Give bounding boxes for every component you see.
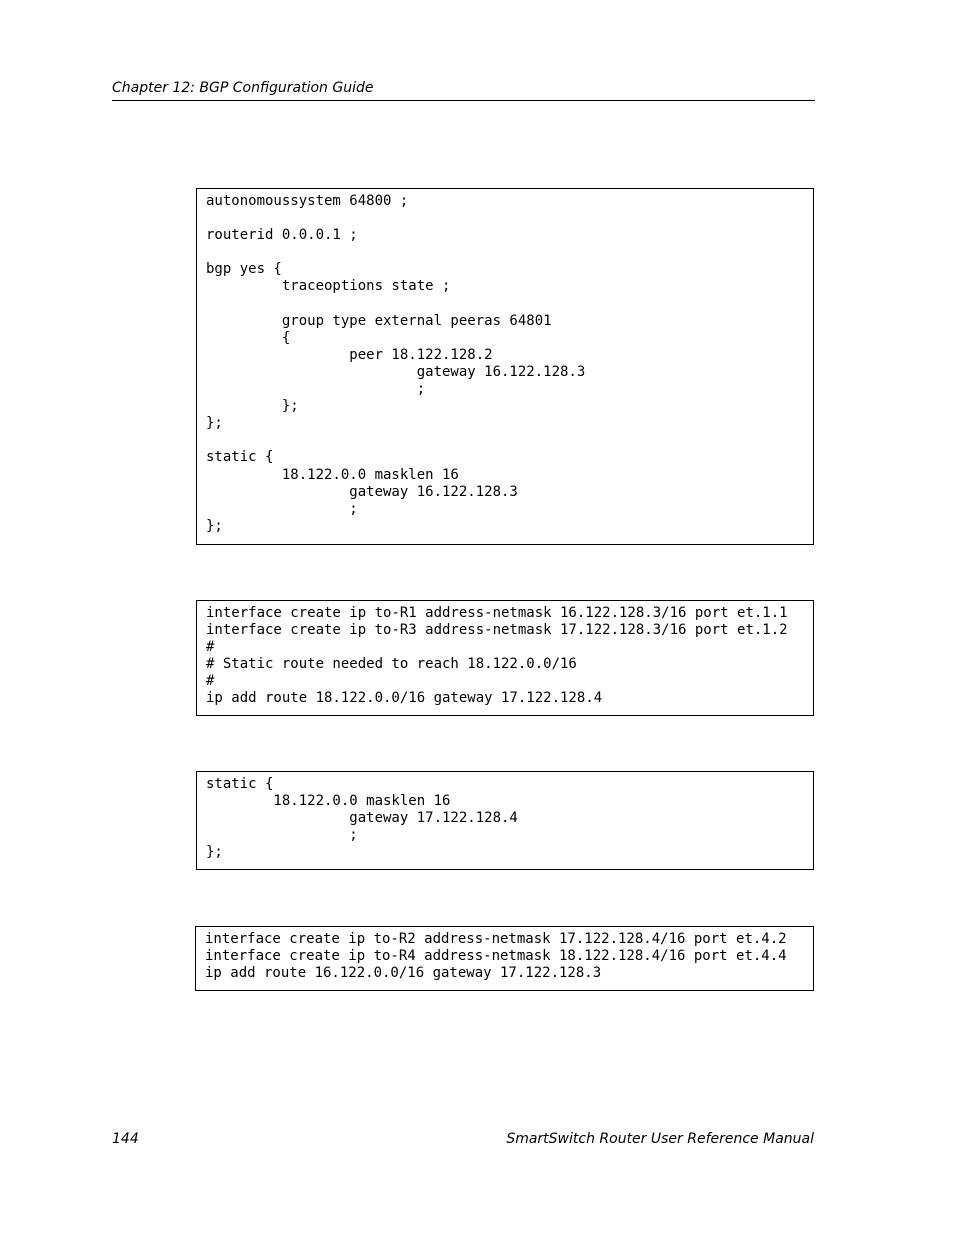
code-block-interface-config-r3: interface create ip to-R2 address-netmask 17.122.128.4/16 port et.4.2 interface create ip to-R4 address-netmask 18.122.128.4/16 port et.4.4 ip add route 16.122.0.0/16 gateway 17.122.128.3 [195, 926, 814, 991]
running-header: Chapter 12: BGP Configuration Guide [112, 80, 374, 96]
page-number: 144 [112, 1131, 139, 1147]
code-block-static-route-config: static { 18.122.0.0 masklen 16 gateway 17.122.128.4 ; }; [196, 771, 814, 870]
code-block-router-bgp-config: autonomoussystem 64800 ; routerid 0.0.0.1 ; bgp yes { traceoptions state ; group type external peeras 64801 { peer 18.122.128.2 gateway 16.122.128.3 ; }; }; static { 18.122.0.0 masklen 16 gateway 16.122.128.3 ; }; [196, 188, 814, 545]
code-block-interface-config-r2: interface create ip to-R1 address-netmask 16.122.128.3/16 port et.1.1 interface create ip to-R3 address-netmask 17.122.128.3/16 port et.1.2 # # Static route needed to reach 18.122.0.0/16 # ip add route 18.122.0.0/16 gateway 17.122.128.4 [196, 600, 814, 716]
header-rule [112, 100, 815, 101]
manual-title: SmartSwitch Router User Reference Manual [506, 1131, 814, 1147]
